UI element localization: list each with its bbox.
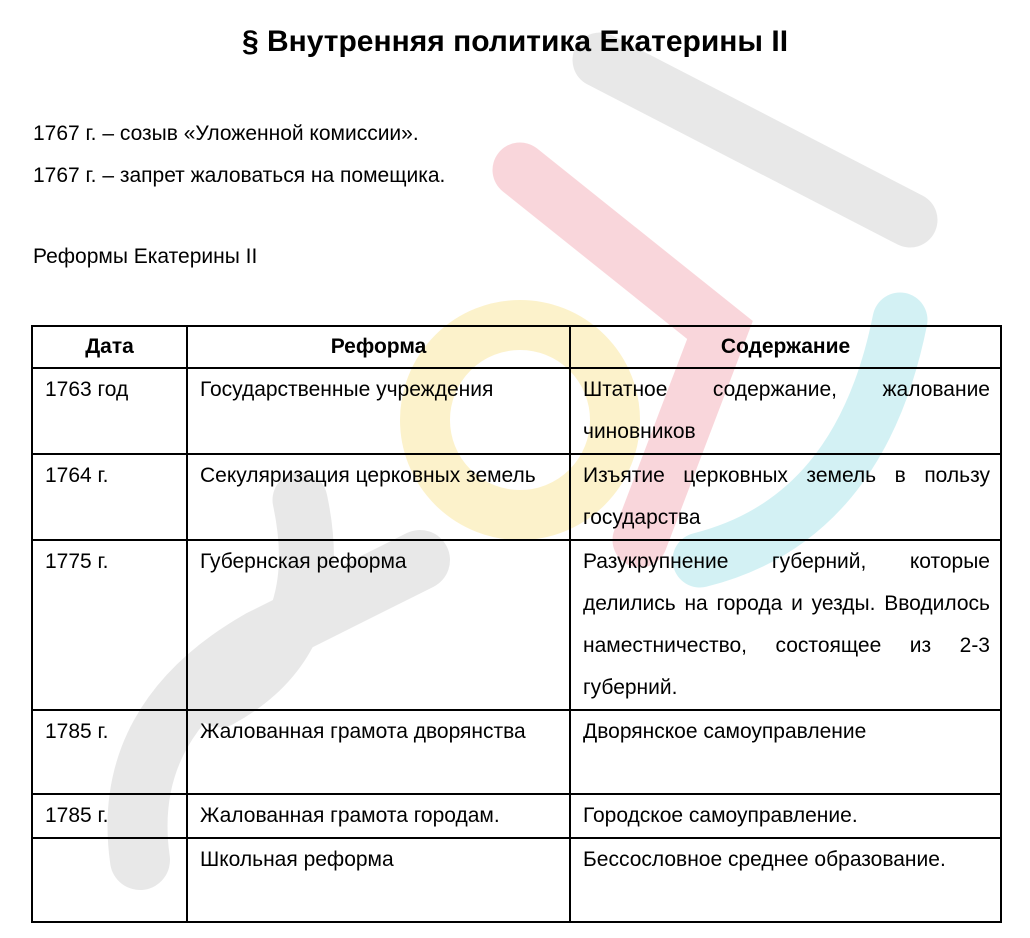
page-title: § Внутренняя политика Екатерины II xyxy=(241,25,789,58)
date-cell: 1775 г. xyxy=(32,540,187,710)
table-row xyxy=(32,794,1001,838)
header-reform: Реформа xyxy=(187,326,570,368)
content-cell: Изъятие церковных земель в пользу государства xyxy=(570,454,1001,540)
reform-cell: Губернская реформа xyxy=(187,540,570,710)
table-row xyxy=(32,368,1001,454)
fact-1: 1767 г. – созыв «Уложенной комиссии». xyxy=(33,122,419,145)
reform-cell: Школьная реформа xyxy=(187,838,570,922)
header-content: Содержание xyxy=(570,326,1001,368)
header-date: Дата xyxy=(32,326,187,368)
date-cell: 1764 г. xyxy=(32,454,187,540)
watermark-stroke-gray-top xyxy=(600,60,910,220)
reform-cell: Государственные учреждения xyxy=(187,368,570,454)
content-cell: Городское самоуправление. xyxy=(570,794,1001,838)
table-row xyxy=(32,838,1001,922)
date-cell: 1763 год xyxy=(32,368,187,454)
table-header-row xyxy=(32,326,1001,368)
fact-2: 1767 г. – запрет жаловаться на помещика. xyxy=(33,164,446,187)
content-cell: Штатное содержание, жалование чиновников xyxy=(570,368,1001,454)
table-row xyxy=(32,710,1001,794)
content-cell: Бессословное среднее образование. xyxy=(570,838,1001,922)
date-cell: 1785 г. xyxy=(32,794,187,838)
reform-cell: Жалованная грамота городам. xyxy=(187,794,570,838)
content-cell: Дворянское самоуправление xyxy=(570,710,1001,794)
reforms-table xyxy=(31,325,1002,923)
reform-cell: Секуляризация церковных земель xyxy=(187,454,570,540)
date-cell: 1785 г. xyxy=(32,710,187,794)
date-cell xyxy=(32,838,187,922)
content-cell: Разукрупнение губерний, которые делились на города и уезды. Вводилось наместничество, состоящее из 2-3 губерний. xyxy=(570,540,1001,710)
table-row xyxy=(32,454,1001,540)
table-row xyxy=(32,540,1001,710)
table-heading: Реформы Екатерины II xyxy=(33,245,258,268)
reform-cell: Жалованная грамота дворянства xyxy=(187,710,570,794)
